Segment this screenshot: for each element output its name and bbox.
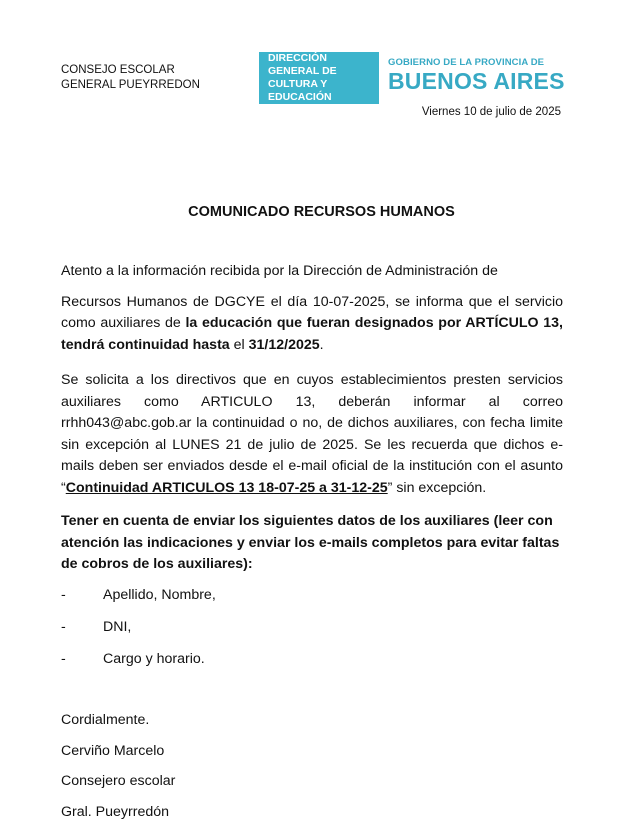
document-title: COMUNICADO RECURSOS HUMANOS — [188, 204, 455, 220]
dgcye-logo-line-1: DIRECCIÓN GENERAL DE — [268, 52, 337, 77]
email-subject: Continuidad ARTICULOS 13 18-07-25 a 31-12-25 — [65, 479, 388, 496]
list-item-text: Cargo y horario. — [103, 651, 205, 667]
signer-location: Gral. Pueyrredón — [61, 803, 170, 820]
list-dash: - — [61, 619, 66, 635]
signer-name: Cerviño Marcelo — [61, 742, 165, 759]
required-data-list — [61, 585, 216, 681]
dgcye-logo-line-2: CULTURA Y EDUCACIÓN — [268, 78, 332, 103]
list-item-text: Apellido, Nombre, — [103, 587, 216, 603]
closing-salutation: Cordialmente. — [61, 712, 150, 728]
signer-role: Consejero escolar — [61, 773, 176, 789]
dgcye-logo — [259, 52, 379, 104]
paragraph-1-bold-b: 31/12/2025 — [248, 336, 320, 353]
paragraph-1 — [61, 261, 563, 356]
province-logo-small: GOBIERNO DE LA PROVINCIA DE — [388, 57, 545, 68]
paragraph-1-text-c: . — [319, 336, 324, 353]
list-item-text: DNI, — [103, 619, 132, 635]
paragraph-3-instructions: Tener en cuenta de enviar los siguientes datos de los auxiliares (leer con atención las indicaciones y enviar los e-mails completos para evitar faltas de cobros de los auxiliares): — [61, 513, 560, 572]
issuer-block — [61, 63, 200, 93]
list-dash: - — [61, 651, 66, 667]
paragraph-1-line-1: Atento a la información recibida por la Dirección de Administración de — [61, 263, 498, 279]
province-logo-big: BUENOS AIRES — [388, 68, 565, 94]
province-logo — [388, 57, 565, 94]
list-dash: - — [61, 587, 66, 603]
paragraph-2-text-a: Se solicita a los directivos que en cuyos establecimientos presten servicios auxiliares como ARTICULO 13, deberán informar al correo rrhh043@abc.gob.ar la continuidad o no, de dichos auxiliares, con fecha limite sin excepción al LUNES 21 de julio de 2025. Se les recuerda que dichos e-mails deben ser enviados desde el e-mail oficial de la institución con el asunto “ — [61, 372, 563, 496]
paragraph-1-text-a: Recursos Humanos de DGCYE el día 10-07-2025, se informa que el servicio como auxiliares de — [61, 293, 563, 331]
paragraph-2-text-b: ” sin excepción. — [387, 479, 487, 496]
signature-block — [61, 710, 175, 832]
list-item — [61, 617, 216, 649]
paragraph-1-text-b: el — [229, 336, 249, 353]
document-date: Viernes 10 de julio de 2025 — [421, 106, 561, 118]
list-item — [61, 585, 216, 617]
paragraph-2 — [61, 370, 563, 499]
issuer-line-2: GENERAL PUEYRREDON — [61, 79, 200, 91]
issuer-line-1: CONSEJO ESCOLAR — [61, 64, 175, 76]
list-item — [61, 649, 216, 681]
paragraph-1-bold-a: la educación que fueran designados por ARTÍCULO 13, tendrá continuidad hasta — [61, 315, 563, 353]
